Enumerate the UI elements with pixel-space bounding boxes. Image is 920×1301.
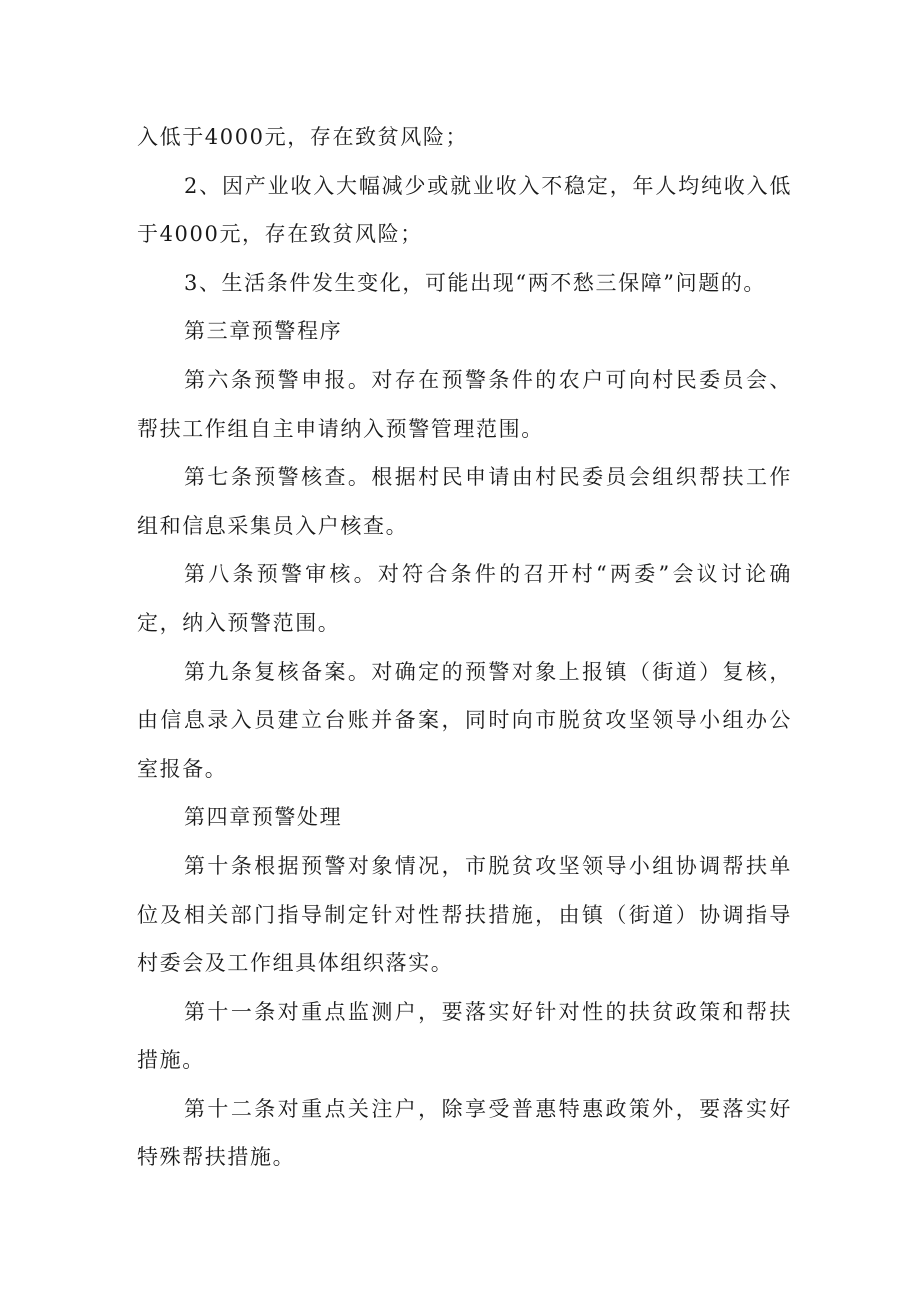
- chapter-heading-3: 第三章预警程序: [184, 319, 343, 344]
- article-7: 第七条预警核查。根据村民申请由村民委员会组织帮扶工作组和信息采集员入户核查。: [137, 465, 792, 538]
- article-9: 第九条复核备案。对确定的预警对象上报镇（街道）复核，由信息录入员建立台账并备案，同时向市脱贫攻坚领导小组办公室报备。: [137, 659, 792, 781]
- article-10: 第十条根据预警对象情况，市脱贫攻坚领导小组协调帮扶单位及相关部门指导制定针对性帮扶措施，由镇（街道）协调指导村委会及工作组具体组织落实。: [137, 853, 792, 976]
- paragraph-continuation: 入低于4000元，存在致贫风险；: [137, 125, 469, 149]
- paragraph-condition-3: 3、生活条件发生变化，可能出现“两不愁三保障”问题的。: [184, 270, 767, 295]
- article-12: 第十二条对重点关注户，除享受普惠特惠政策外，要落实好特殊帮扶措施。: [137, 1096, 792, 1170]
- article-6: 第六条预警申报。对存在预警条件的农户可向村民委员会、帮扶工作组自主申请纳入预警管理范围。: [137, 367, 792, 441]
- chapter-heading-4: 第四章预警处理: [184, 805, 343, 830]
- article-8: 第八条预警审核。对符合条件的召开村“两委”会议讨论确定，纳入预警范围。: [137, 562, 792, 635]
- article-11: 第十一条对重点监测户，要落实好针对性的扶贫政策和帮扶措施。: [137, 999, 792, 1073]
- paragraph-condition-2: 2、因产业收入大幅减少或就业收入不稳定，年人均纯收入低于4000元，存在致贫风险；: [137, 173, 792, 247]
- document-body: [137, 113, 792, 1182]
